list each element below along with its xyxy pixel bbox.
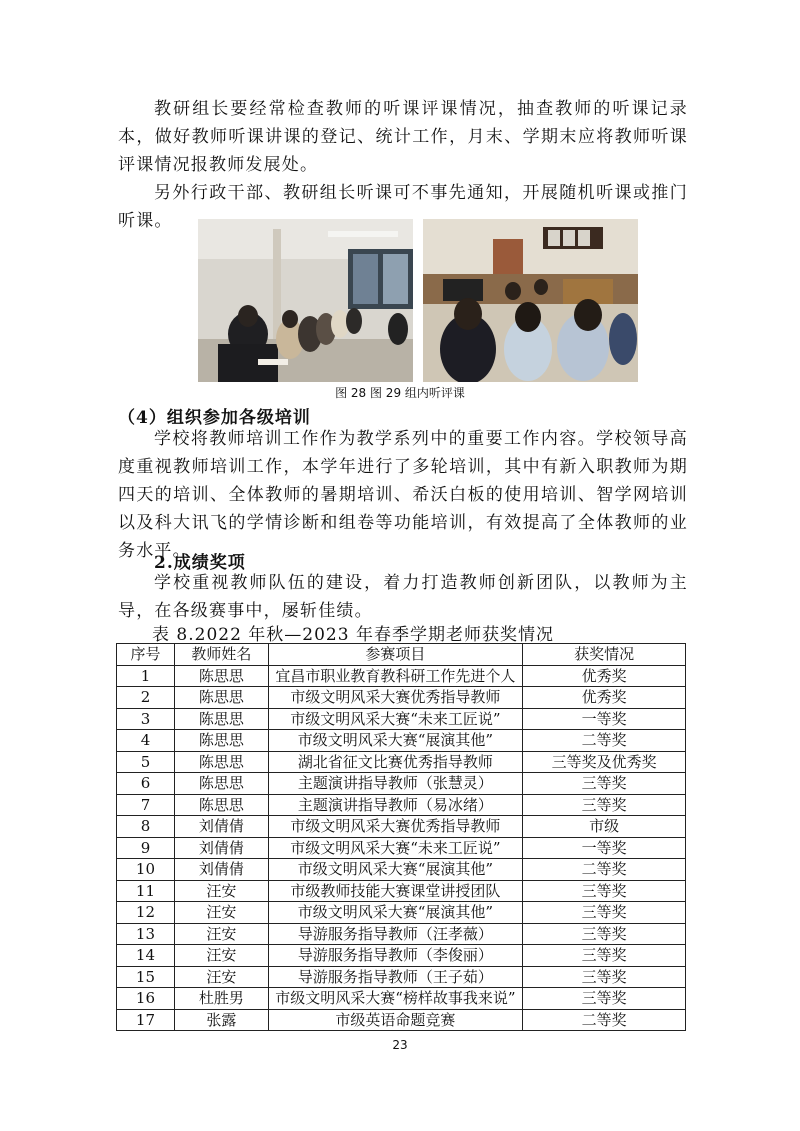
cell-number: 6 — [117, 773, 175, 795]
cell-number: 12 — [117, 902, 175, 924]
figure-caption: 图 28 图 29 组内听评课 — [335, 386, 465, 400]
cell-award: 二等奖 — [523, 859, 686, 881]
paragraph-awards: 学校重视教师队伍的建设，着力打造教师创新团队，以教师为主导，在各级赛事中，屡斩佳绩。 — [118, 573, 688, 621]
cell-number: 11 — [117, 880, 175, 902]
cell-award: 三等奖 — [523, 923, 686, 945]
paragraph-lecture-check: 教研组长要经常检查教师的听课评课情况，抽查教师的听课记录本，做好教师听课讲课的登记、统计工作，月末、学期末应将教师听课评课情况报教师发展处。 — [118, 99, 688, 175]
cell-number: 2 — [117, 687, 175, 709]
cell-award: 三等奖 — [523, 966, 686, 988]
cell-teacher: 刘倩倩 — [174, 837, 268, 859]
cell-event: 湖北省征文比赛优秀指导教师 — [268, 751, 522, 773]
cell-event: 市级教师技能大赛课堂讲授团队 — [268, 880, 522, 902]
cell-award: 三等奖及优秀奖 — [523, 751, 686, 773]
cell-award: 二等奖 — [523, 730, 686, 752]
cell-event: 宜昌市职业教育教科研工作先进个人 — [268, 665, 522, 687]
heading-training: （4）组织参加各级培训 — [118, 408, 311, 428]
page-number: 23 — [392, 1038, 408, 1052]
header-teacher: 教师姓名 — [174, 644, 268, 666]
cell-number: 15 — [117, 966, 175, 988]
cell-teacher: 刘倩倩 — [174, 859, 268, 881]
cell-event: 主题演讲指导教师（张慧灵） — [268, 773, 522, 795]
cell-event: 市级文明风采大赛“展演其他” — [268, 859, 522, 881]
cell-event: 市级文明风采大赛“未来工匠说” — [268, 837, 522, 859]
cell-teacher: 陈思思 — [174, 665, 268, 687]
cell-teacher: 汪安 — [174, 945, 268, 967]
table-row — [117, 730, 686, 752]
cell-award: 三等奖 — [523, 880, 686, 902]
table-row — [117, 687, 686, 709]
cell-teacher: 陈思思 — [174, 794, 268, 816]
cell-teacher: 陈思思 — [174, 687, 268, 709]
cell-number: 9 — [117, 837, 175, 859]
cell-number: 8 — [117, 816, 175, 838]
cell-award: 一等奖 — [523, 708, 686, 730]
cell-event: 导游服务指导教师（李俊丽） — [268, 945, 522, 967]
cell-teacher: 汪安 — [174, 880, 268, 902]
cell-teacher: 汪安 — [174, 966, 268, 988]
cell-award: 市级 — [523, 816, 686, 838]
cell-teacher: 刘倩倩 — [174, 816, 268, 838]
cell-award: 三等奖 — [523, 794, 686, 816]
cell-event: 导游服务指导教师（王子茹） — [268, 966, 522, 988]
heading-awards: 2.成绩奖项 — [154, 553, 246, 573]
table-row — [117, 923, 686, 945]
table-row — [117, 816, 686, 838]
photo-office-discussion — [423, 219, 638, 382]
cell-teacher: 汪安 — [174, 923, 268, 945]
cell-number: 5 — [117, 751, 175, 773]
paragraph-training: 学校将教师培训工作作为教学系列中的重要工作内容。学校领导高度重视教师培训工作，本学年进行了多轮培训，其中有新入职教师为期四天的培训、全体教师的暑期培训、希沃白板的使用培训、智学网培训以及科大讯飞的学情诊断和组卷等功能培训，有效提高了全体教师的业务水平。 — [118, 429, 688, 561]
table-row — [117, 859, 686, 881]
cell-teacher: 陈思思 — [174, 773, 268, 795]
cell-teacher: 杜胜男 — [174, 988, 268, 1010]
cell-number: 10 — [117, 859, 175, 881]
cell-award: 一等奖 — [523, 837, 686, 859]
cell-number: 13 — [117, 923, 175, 945]
cell-award: 三等奖 — [523, 773, 686, 795]
cell-event: 市级文明风采大赛优秀指导教师 — [268, 816, 522, 838]
cell-number: 17 — [117, 1009, 175, 1031]
cell-award: 三等奖 — [523, 988, 686, 1010]
header-event: 参赛项目 — [268, 644, 522, 666]
table-body — [117, 665, 686, 1031]
table-header-row — [117, 644, 686, 666]
header-award: 获奖情况 — [523, 644, 686, 666]
table-row — [117, 665, 686, 687]
cell-event: 市级英语命题竞赛 — [268, 1009, 522, 1031]
table-row — [117, 794, 686, 816]
cell-award: 优秀奖 — [523, 665, 686, 687]
table-row — [117, 1009, 686, 1031]
header-number: 序号 — [117, 644, 175, 666]
cell-event: 市级文明风采大赛“未来工匠说” — [268, 708, 522, 730]
table-row — [117, 880, 686, 902]
cell-event: 市级文明风采大赛“展演其他” — [268, 730, 522, 752]
table-row — [117, 945, 686, 967]
cell-teacher: 汪安 — [174, 902, 268, 924]
paragraph-random-lecture: 另外行政干部、教研组长听课可不事先通知，开展随机听课或推门听课。 — [118, 183, 688, 231]
cell-award: 三等奖 — [523, 945, 686, 967]
table-title: 表 8.2022 年秋—2023 年春季学期老师获奖情况 — [152, 625, 554, 645]
cell-teacher: 陈思思 — [174, 730, 268, 752]
cell-teacher: 陈思思 — [174, 751, 268, 773]
cell-teacher: 张露 — [174, 1009, 268, 1031]
cell-number: 7 — [117, 794, 175, 816]
cell-event: 主题演讲指导教师（易冰绪） — [268, 794, 522, 816]
table-row — [117, 966, 686, 988]
table-row — [117, 773, 686, 795]
cell-award: 优秀奖 — [523, 687, 686, 709]
table-row — [117, 708, 686, 730]
table-row — [117, 751, 686, 773]
table-row — [117, 902, 686, 924]
cell-number: 4 — [117, 730, 175, 752]
table-row — [117, 837, 686, 859]
cell-award: 三等奖 — [523, 902, 686, 924]
cell-number: 1 — [117, 665, 175, 687]
cell-teacher: 陈思思 — [174, 708, 268, 730]
cell-number: 3 — [117, 708, 175, 730]
cell-number: 14 — [117, 945, 175, 967]
cell-number: 16 — [117, 988, 175, 1010]
cell-event: 市级文明风采大赛优秀指导教师 — [268, 687, 522, 709]
table-row — [117, 988, 686, 1010]
awards-table — [116, 643, 686, 1031]
cell-event: 市级文明风采大赛“榜样故事我来说” — [268, 988, 522, 1010]
cell-award: 二等奖 — [523, 1009, 686, 1031]
cell-event: 导游服务指导教师（汪孝薇） — [268, 923, 522, 945]
cell-event: 市级文明风采大赛“展演其他” — [268, 902, 522, 924]
photo-classroom-observation — [198, 219, 413, 382]
